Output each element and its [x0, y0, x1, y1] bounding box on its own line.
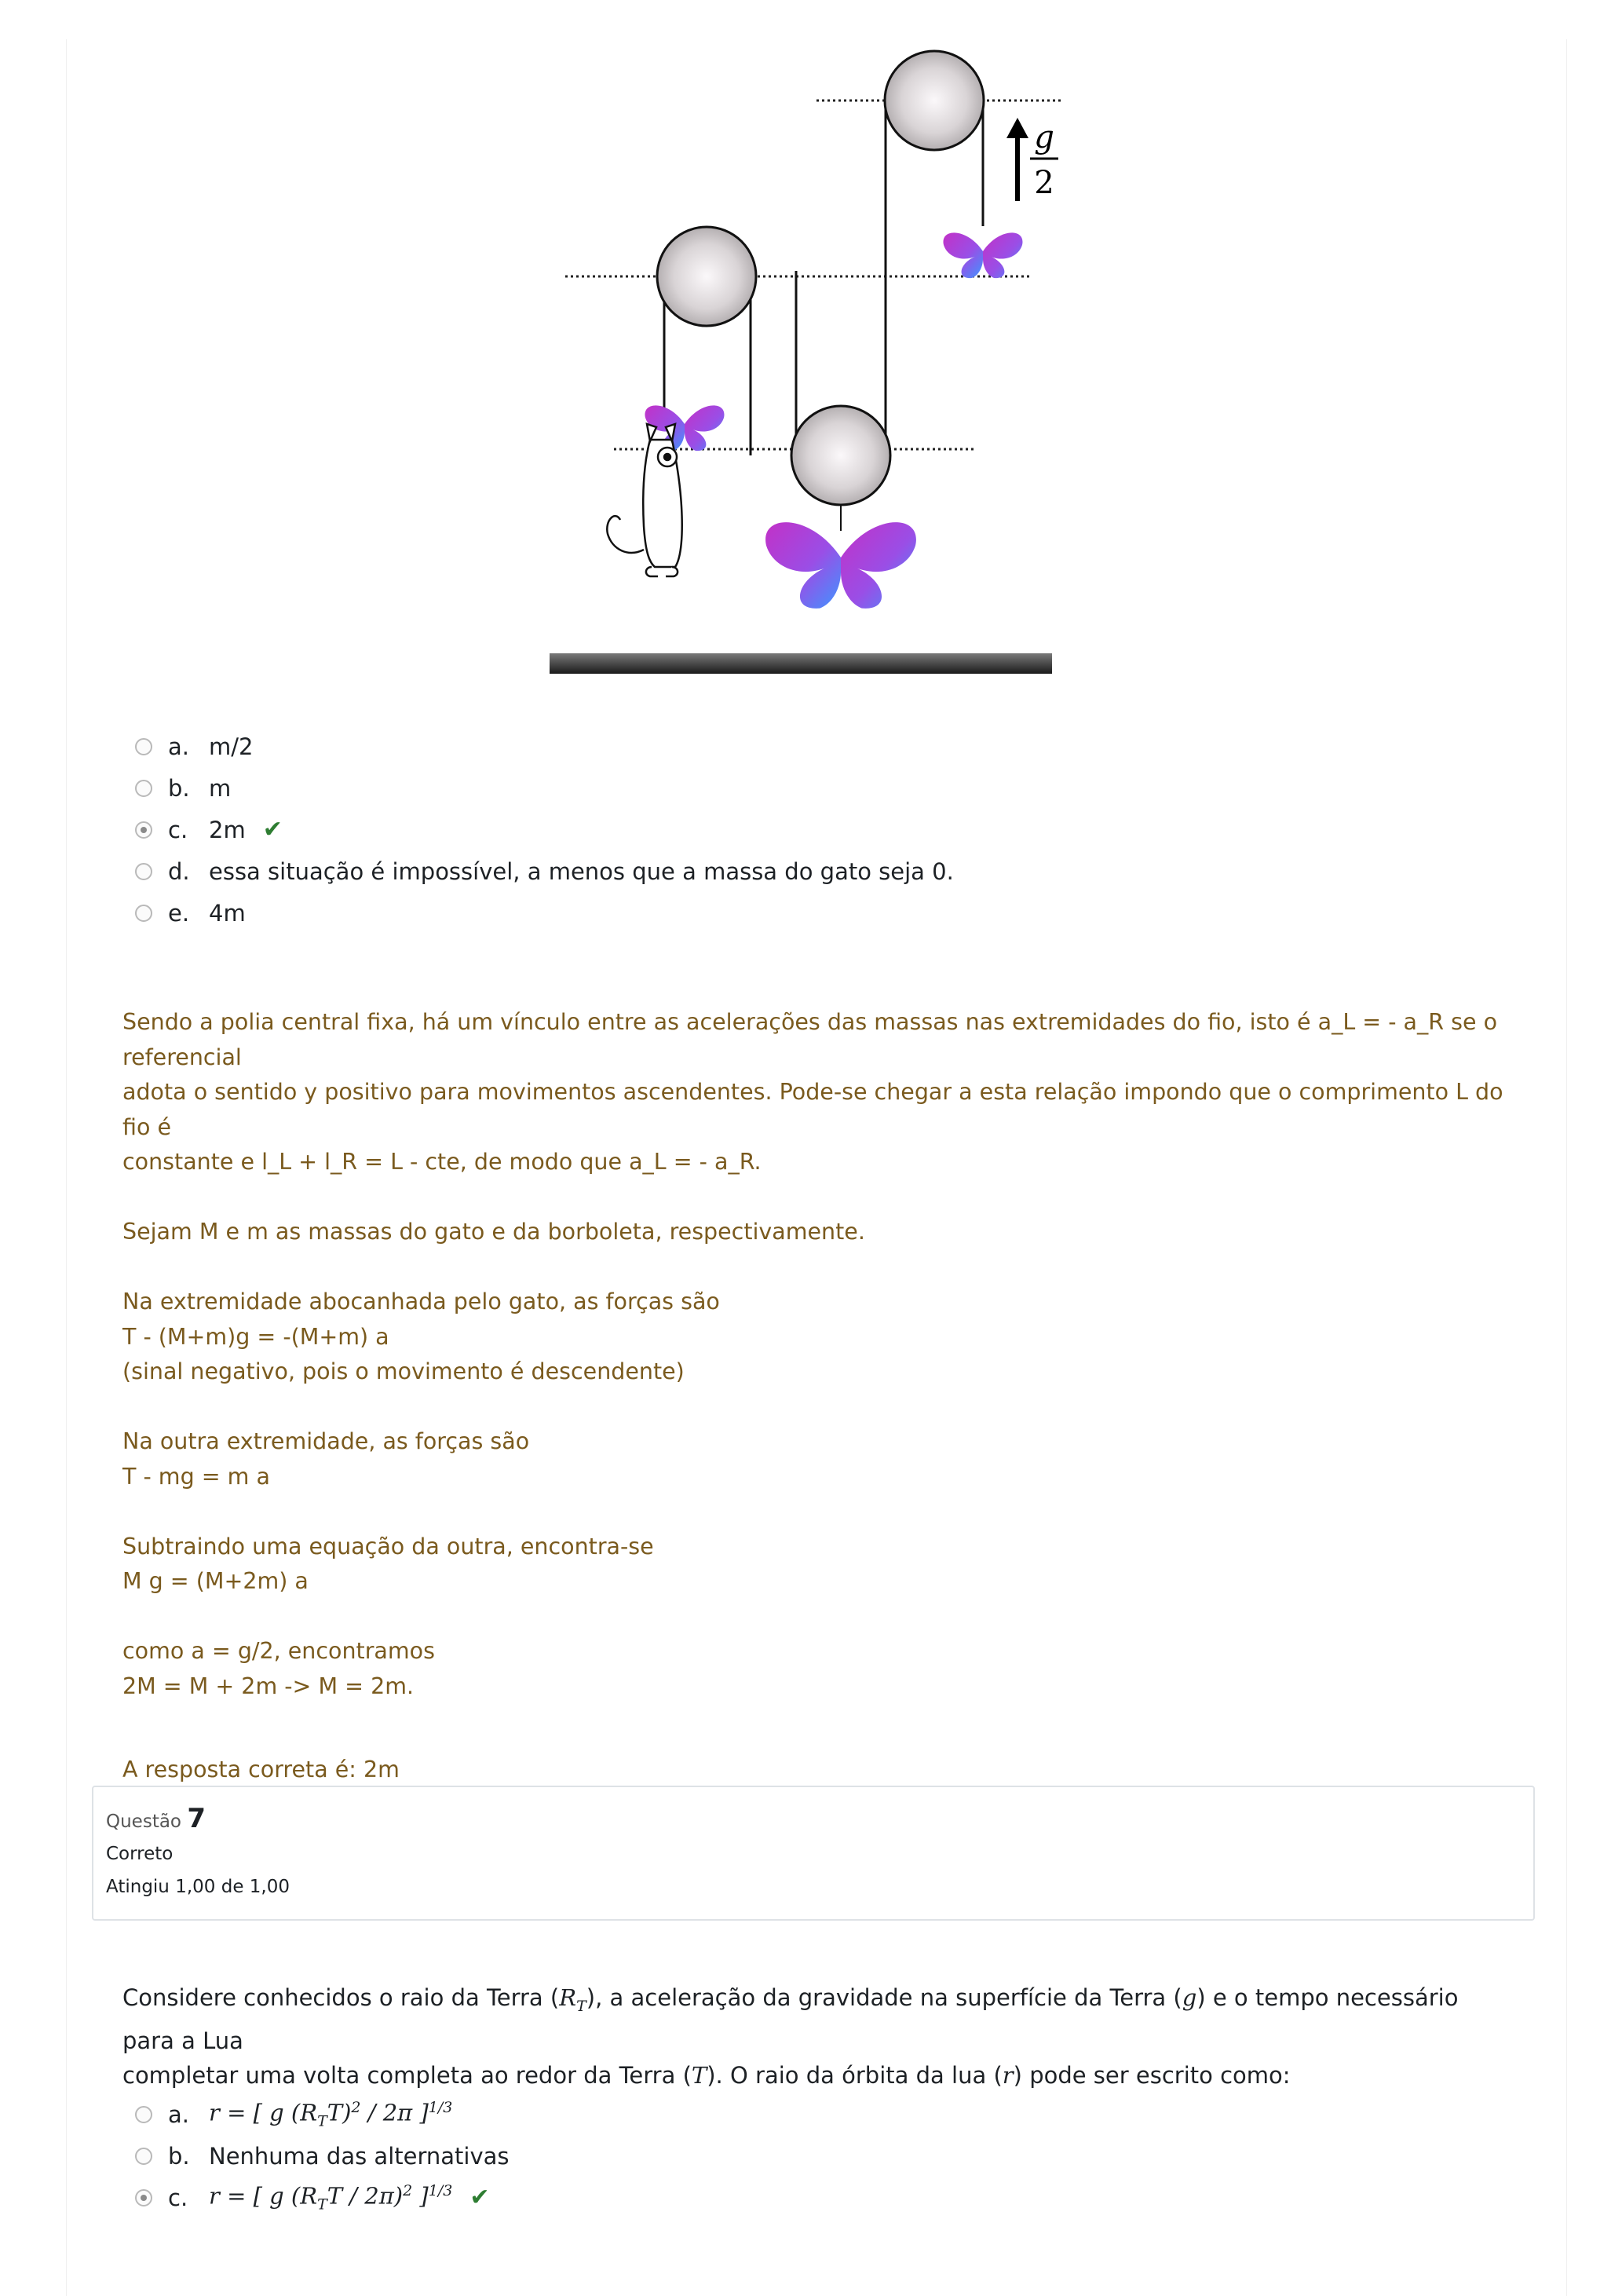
feedback-line: T - mg = m a	[122, 1463, 270, 1490]
radio-b[interactable]	[135, 780, 152, 797]
correct-check-icon: ✔	[262, 816, 283, 843]
question-status: Correto	[106, 1844, 174, 1864]
radio-c[interactable]	[135, 821, 152, 839]
option-letter: b.	[168, 774, 190, 802]
q7-text: Considere conhecidos o raio da Terra $(R_T)$, a aceleração da gravidade na superfície da Terra (g) e o tempo necessário para a Lua completar uma volta completa ao redor da Terra (T). O raio da órbita da lua (r) pode ser escrito como:	[122, 1984, 1459, 2089]
option-text: 4m	[209, 899, 246, 927]
q6-option-a[interactable]	[135, 726, 954, 767]
pulley-center	[791, 406, 890, 505]
pulley-diagram	[550, 39, 1083, 683]
question-score: Atingiu 1,00 de 1,00	[106, 1877, 290, 1897]
pulley-figure	[550, 39, 1083, 683]
feedback-line: Na extremidade abocanhada pelo gato, as forças são	[122, 1289, 720, 1314]
svg-text:2: 2	[1034, 165, 1054, 201]
option-text: Nenhuma das alternativas	[209, 2142, 510, 2170]
option-letter: e.	[168, 899, 190, 927]
radio-c[interactable]	[135, 2189, 152, 2206]
q7-info-box	[92, 1786, 1535, 1921]
radio-d[interactable]	[135, 863, 152, 880]
butterfly-large	[765, 522, 916, 609]
radio-a[interactable]	[135, 2106, 152, 2123]
correct-answer: A resposta correta é: 2m	[122, 1757, 400, 1782]
option-letter: c.	[168, 816, 188, 843]
option-letter: c.	[168, 2184, 188, 2211]
option-text: m	[209, 774, 232, 802]
feedback-line: Subtraindo uma equação da outra, encontra-se	[122, 1533, 654, 1559]
feedback-line: Sendo a polia central fixa, há um vínculo entre as acelerações das massas nas extremidades do fio, isto é a_L = - a_R se o referencial	[122, 1009, 1498, 1070]
feedback-line: 2M = M + 2m -> M = 2m.	[122, 1673, 415, 1699]
option-letter: a.	[168, 733, 189, 760]
cat-figure	[607, 424, 681, 576]
q7-option-b[interactable]	[135, 2135, 510, 2177]
feedback-line: adota o sentido y positivo para movimentos ascendentes. Pode-se chegar a esta relação impondo que o comprimento L do fio é	[122, 1079, 1503, 1140]
option-letter: a.	[168, 2100, 189, 2128]
q6-feedback	[122, 1005, 1504, 1788]
q6-option-c[interactable]	[135, 809, 954, 850]
q6-option-b[interactable]	[135, 767, 954, 809]
radio-b[interactable]	[135, 2148, 152, 2165]
radio-e[interactable]	[135, 905, 152, 922]
feedback-line: como a = g/2, encontramos	[122, 1638, 435, 1664]
option-letter: d.	[168, 857, 190, 885]
feedback-line: Sejam M e m as massas do gato e da borboleta, respectivamente.	[122, 1219, 865, 1245]
svg-text:g: g	[1034, 119, 1054, 155]
q7-option-a[interactable]	[135, 2093, 510, 2135]
feedback-line: Na outra extremidade, as forças são	[122, 1428, 530, 1454]
option-formula: r = [ g $(R_TT / 2\pi)^2$ ]$^{1/3}$	[209, 2181, 453, 2214]
q6-option-e[interactable]	[135, 892, 954, 934]
q6-options	[135, 726, 954, 934]
option-text: essa situação é impossível, a menos que a massa do gato seja 0.	[209, 857, 954, 885]
option-letter: b.	[168, 2142, 190, 2170]
q7-option-c[interactable]	[135, 2177, 510, 2218]
correct-check-icon: ✔	[469, 2184, 490, 2211]
question-number: Questão 7	[106, 1803, 206, 1834]
feedback-line: constante e l_L + l_R = L - cte, de modo que a_L = - a_R.	[122, 1149, 762, 1175]
radio-a[interactable]	[135, 738, 152, 755]
floor	[550, 653, 1052, 674]
feedback-line: T - (M+m)g = -(M+m) a	[122, 1323, 389, 1350]
q6-option-d[interactable]	[135, 850, 954, 892]
feedback-line: M g = (M+2m) a	[122, 1568, 309, 1594]
pulley-left	[657, 227, 756, 326]
pulley-top	[885, 51, 984, 150]
butterfly-small-right	[944, 232, 1023, 278]
option-text: m/2	[209, 733, 254, 760]
option-formula: r = [ g $(R_TT)^2 / 2\pi$ ]$^{1/3}$	[209, 2098, 453, 2130]
feedback-line: (sinal negativo, pois o movimento é descendente)	[122, 1358, 685, 1384]
q7-options	[135, 2093, 510, 2218]
option-text: 2m	[209, 816, 246, 843]
